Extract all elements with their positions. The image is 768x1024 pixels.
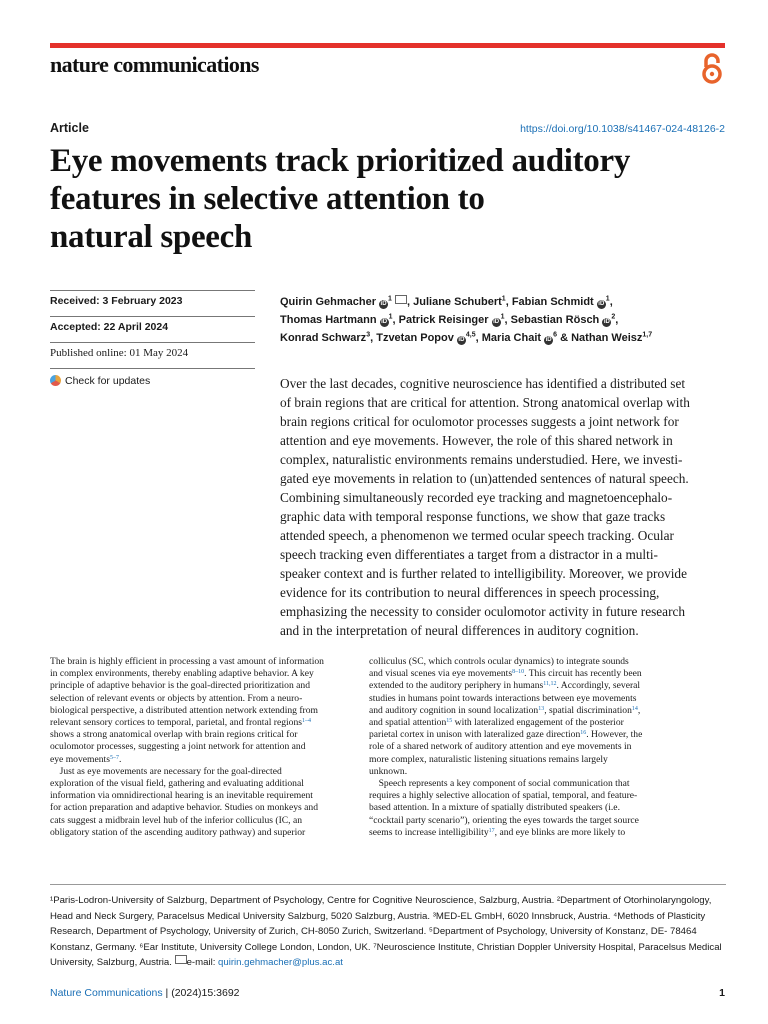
reference-link[interactable]: 11,12 xyxy=(543,681,557,688)
author-name[interactable]: Konrad Schwarz xyxy=(280,332,367,344)
body-line xyxy=(50,815,380,827)
body-text: more complex, naturalistic listening situations remains largely xyxy=(369,753,608,765)
article-title xyxy=(50,142,740,256)
orcid-icon[interactable]: iD xyxy=(380,301,387,307)
body-line xyxy=(50,754,380,766)
body-text: selection of relevant events or objects by attention. From a neuro- xyxy=(50,692,303,704)
abstract-line: brain regions critical for oculomotor processes suggests a joint network for xyxy=(280,414,679,429)
body-line xyxy=(50,741,380,753)
body-text: obligatory station of the ascending auditory pathway) and superior xyxy=(50,826,306,838)
page-number: 1 xyxy=(719,987,725,999)
author-affiliation: 4,5 xyxy=(465,331,476,339)
affiliations xyxy=(50,893,726,971)
title-line: natural speech xyxy=(50,219,253,255)
author-affiliation: 6 xyxy=(553,331,558,339)
body-text: oculomotor processes, suggesting a joint network for attention and xyxy=(50,741,306,753)
footnote-divider xyxy=(50,884,726,885)
abstract xyxy=(280,374,726,640)
open-access-icon[interactable] xyxy=(699,52,725,86)
body-line xyxy=(369,778,725,790)
body-line xyxy=(369,754,725,766)
body-line xyxy=(50,778,380,790)
affiliation-line: ¹Paris-Lodron-University of Salzburg, Department of Psychology, Centre for Cognitive Neuroscience, Salzburg, Austria. ²Department of Otorhinolaryngology, xyxy=(50,895,712,906)
body-line xyxy=(369,668,725,680)
body-column-right xyxy=(369,656,725,839)
footer-citation xyxy=(50,987,240,999)
doi-link[interactable]: https://doi.org/10.1038/s41467-024-48126-2 xyxy=(520,123,725,135)
body-line xyxy=(369,790,725,802)
author-name[interactable]: Patrick Reisinger xyxy=(398,314,489,326)
body-text: information via omnidirectional hearing is an inevitable requirement xyxy=(50,790,313,802)
body-text: exploration of the visual field, gathering and evaluating additional xyxy=(50,778,304,790)
author-name[interactable]: Quirin Gehmacher xyxy=(280,296,376,308)
check-updates-icon xyxy=(50,375,61,386)
published-date: Published online: 01 May 2024 xyxy=(50,342,255,368)
body-line xyxy=(50,827,380,839)
body-text: . However, the xyxy=(586,729,643,741)
body-text: studies in humans point towards interactions between eye movements xyxy=(369,692,637,704)
body-line xyxy=(50,668,380,680)
author-affiliation: 1 xyxy=(500,313,505,321)
body-text: and spatial attention xyxy=(369,717,447,729)
orcid-icon[interactable]: iD xyxy=(598,301,605,307)
author-name[interactable]: Fabian Schmidt xyxy=(511,296,594,308)
check-updates-button[interactable] xyxy=(50,368,255,394)
abstract-line: graphic data with temporal response functions, we show that gaze tracks xyxy=(280,509,666,524)
reference-link[interactable]: 15 xyxy=(446,718,453,725)
abstract-line: Combining simultaneously recorded eye tracking and magnetoencephalo- xyxy=(280,490,673,505)
accepted-date: Accepted: 22 April 2024 xyxy=(50,316,255,342)
body-line xyxy=(369,705,725,717)
body-text: and auditory cognition in sound localization xyxy=(369,704,539,716)
body-line xyxy=(50,802,380,814)
reference-link[interactable]: 1–4 xyxy=(302,718,312,725)
body-text: based attention. In a mixture of spatially distributed speakers (i.e. xyxy=(369,802,620,814)
body-line xyxy=(369,802,725,814)
body-line xyxy=(369,766,725,778)
affiliation-line: Konstanz, Germany. ⁶Ear Institute, University College London, London, UK. ⁷Neuroscience Institute, Christian Doppler University Hospital, Paracelsus Medical xyxy=(50,941,722,953)
affiliation-line xyxy=(50,955,726,971)
body-line xyxy=(50,705,380,717)
body-line xyxy=(50,766,380,778)
email-icon xyxy=(175,955,187,964)
body-line xyxy=(50,693,380,705)
body-line xyxy=(369,680,725,692)
check-updates-label: Check for updates xyxy=(65,374,151,387)
author-name[interactable]: Thomas Hartmann xyxy=(280,314,377,326)
body-line xyxy=(369,729,725,741)
abstract-line: attention and eye movements. However, the role of this shared network in xyxy=(280,433,673,448)
abstract-line: of brain regions that are critical for attention. Strong anatomical overlap with xyxy=(280,395,690,410)
affiliation-text: University, Salzburg, Austria. xyxy=(50,957,175,968)
reference-link[interactable]: 16 xyxy=(580,730,587,737)
body-text: Just as eye movements are necessary for the goal-directed xyxy=(50,765,282,777)
body-line xyxy=(50,790,380,802)
body-text: biological perspective, a distributed attention network extending from xyxy=(50,704,319,716)
abstract-line: speaker context and is further related to intelligibility. Moreover, we provide xyxy=(280,566,687,581)
author-name[interactable]: Tzvetan Popov xyxy=(376,332,454,344)
body-text: . This circuit has recently been xyxy=(524,668,642,680)
abstract-line: Over the last decades, cognitive neuroscience has identified a distributed set xyxy=(280,376,686,391)
reference-link[interactable]: 17 xyxy=(488,827,495,834)
body-text: cats suggest a midbrain level hub of the inferior colliculus (IC, an xyxy=(50,814,303,826)
body-text: unknown. xyxy=(369,765,408,777)
abstract-line: attended speech, a phenomenon we termed ocular speech tracking. Ocular xyxy=(280,528,674,543)
title-line: features in selective attention to xyxy=(50,181,485,217)
body-line xyxy=(369,741,725,753)
author-affiliation: 1 xyxy=(605,295,610,303)
body-text: , and eye blinks are more likely to xyxy=(494,826,626,838)
body-text: and visual scenes via eye movements xyxy=(369,668,513,680)
reference-link[interactable]: 13 xyxy=(538,705,545,712)
body-text: seems to increase intelligibility xyxy=(369,826,489,838)
abstract-line: complex, naturalistic environments remains understudied. Here, we investi- xyxy=(280,452,683,467)
reference-link[interactable]: 14 xyxy=(631,705,638,712)
author-name[interactable]: Juliane Schubert xyxy=(413,296,502,308)
body-text: The brain is highly efficient in processing a vast amount of information xyxy=(50,656,324,667)
received-date: Received: 3 February 2023 xyxy=(50,290,255,316)
body-text: Speech represents a key component of social communication that xyxy=(369,778,630,790)
body-line xyxy=(369,656,725,668)
body-text: for action preparation and adaptive behavior. Studies on monkeys and xyxy=(50,802,319,814)
abstract-line: emphasizing the necessity to consider oculomotor activity in future research xyxy=(280,604,686,619)
body-text: requires a highly selective allocation of spatial, temporal, and feature- xyxy=(369,790,638,802)
abstract-line: evidence for its contribution to neural differences in speech processing, xyxy=(280,585,660,600)
body-line xyxy=(50,680,380,692)
author-affiliation: 1 xyxy=(388,313,393,321)
body-line xyxy=(50,656,380,668)
email-icon[interactable] xyxy=(395,295,407,304)
body-text: . Accordingly, several xyxy=(556,680,641,692)
body-text: role of a shared network of auditory attention and eye movements in xyxy=(369,741,632,753)
author-affiliation: 1,7 xyxy=(642,331,653,339)
author-affiliation: 3 xyxy=(366,331,371,339)
body-line xyxy=(369,693,725,705)
author-name[interactable]: Maria Chait xyxy=(481,332,542,344)
header-accent-bar xyxy=(50,43,725,48)
author-name[interactable]: Sebastian Rösch xyxy=(510,314,600,326)
footer-journal-link[interactable]: Nature Communications xyxy=(50,987,163,999)
orcid-icon[interactable]: iD xyxy=(458,337,465,343)
body-text: with lateralized engagement of the posterior xyxy=(452,717,624,729)
abstract-line: gated eye movements in relation to (un)attended sentences of natural speech. xyxy=(280,471,689,486)
orcid-icon[interactable]: iD xyxy=(493,319,500,325)
body-text: extended to the auditory periphery in humans xyxy=(369,680,544,692)
body-text: parietal cortex in unison with lateralized gaze direction xyxy=(369,729,581,741)
body-text: eye movements xyxy=(50,753,110,765)
email-label: e-mail: xyxy=(186,957,219,968)
title-line: Eye movements track prioritized auditory xyxy=(50,143,631,179)
author-affiliation: 1 xyxy=(388,295,392,303)
body-text: shows a strong anatomical overlap with brain regions critical for xyxy=(50,729,298,741)
body-text: principle of adaptive behavior is the goal-directed prioritization and xyxy=(50,680,311,692)
abstract-line: speech tracking even differentiates a target from a distractor in a multi- xyxy=(280,547,658,562)
body-line xyxy=(369,717,725,729)
body-text: in complex environments, thereby enabling adaptive behavior. A key xyxy=(50,668,314,680)
orcid-icon[interactable]: iD xyxy=(381,319,388,325)
journal-name: nature communications xyxy=(50,52,259,77)
body-text: , xyxy=(637,704,641,716)
body-text: colliculus (SC, which controls ocular dynamics) to integrate sounds xyxy=(369,656,629,667)
abstract-line: and in the interpretation of neural differences in auditory cognition. xyxy=(280,623,639,638)
body-text: , spatial discrimination xyxy=(544,704,632,716)
orcid-icon[interactable]: iD xyxy=(545,337,552,343)
article-dates xyxy=(50,290,255,394)
footer-volume: | (2024)15:3692 xyxy=(162,987,240,999)
body-line xyxy=(50,717,380,729)
body-text: . xyxy=(118,753,122,765)
body-line xyxy=(369,827,725,839)
author-affiliation: 1 xyxy=(501,295,506,303)
article-type: Article xyxy=(50,121,89,135)
body-line xyxy=(50,729,380,741)
reference-link[interactable]: 5–7 xyxy=(109,754,119,761)
body-text: “cocktail party scenario”), orienting the eyes towards the target source xyxy=(369,814,639,826)
author-list: Quirin Gehmacher $iD^1$ , Juliane Schubert$^1$, Fabian Schmidt $iD^1$, Thomas Hartmann $iD^1$, Patrick Reisinger $iD^1$, Sebastian Rösch $iD^2$, Konrad Schwarz$^3$, Tzvetan Popov iD$^{4,5}$, Maria Chait $iD^6$ & Nathan Weisz$^{1,7}$ xyxy=(280,295,653,344)
orcid-icon[interactable]: iD xyxy=(603,319,610,325)
body-line xyxy=(369,815,725,827)
email-link[interactable]: quirin.gehmacher@plus.ac.at xyxy=(218,957,343,968)
reference-link[interactable]: 8–10 xyxy=(512,669,525,676)
body-column-left xyxy=(50,656,380,839)
affiliation-line: Research, Department of Psychology, University of Zurich, CH-8050 Zurich, Switzerland. ⁵Department of Psychology, University of Konstanz, DE- 78464 xyxy=(50,926,697,937)
author-name[interactable]: Nathan Weisz xyxy=(571,332,643,344)
body-text: relevant sensory cortices to temporal, parietal, and frontal regions xyxy=(50,717,303,729)
author-affiliation: 2 xyxy=(611,313,616,321)
affiliation-line: Head and Neck Surgery, Paracelsus Medical University Salzburg, 5020 Salzburg, Austria. ³MED-EL GmbH, 6020 Innsbruck, Austria. ⁴Methods of Plasticity xyxy=(50,910,706,922)
